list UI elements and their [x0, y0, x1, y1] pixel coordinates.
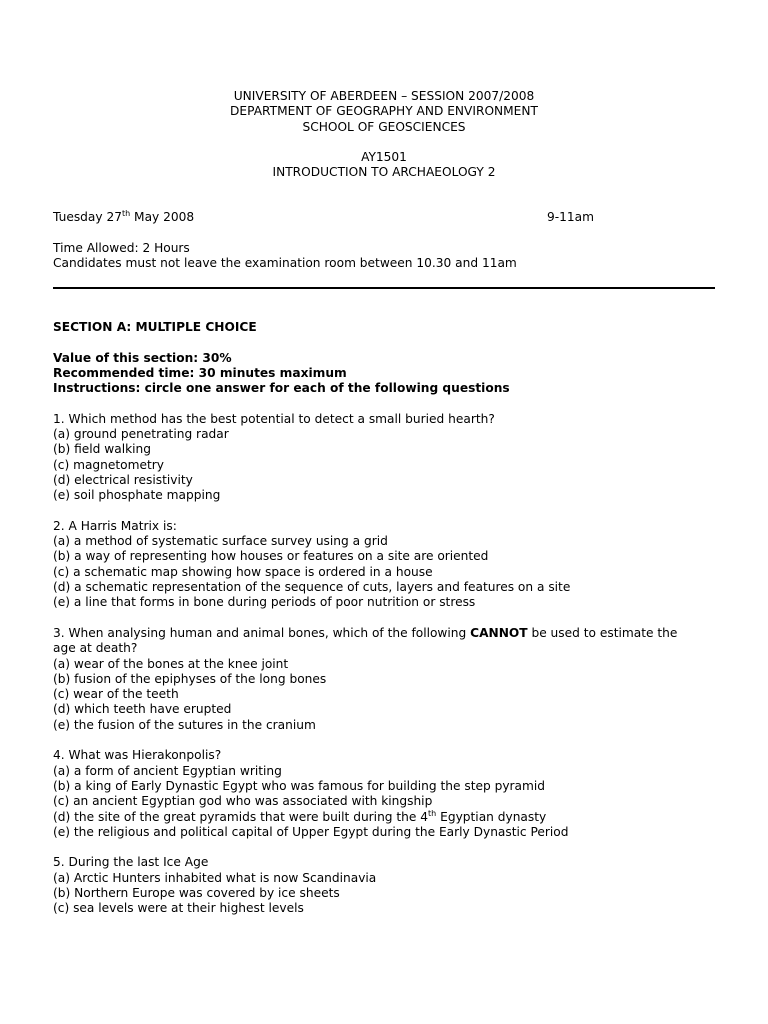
- answer-option[interactable]: (a) a form of ancient Egyptian writing: [53, 763, 282, 778]
- school-line: SCHOOL OF GEOSCIENCES: [302, 119, 466, 134]
- emphasis-cannot: CANNOT: [470, 625, 528, 640]
- answer-option[interactable]: (a) Arctic Hunters inhabited what is now Scandinavia: [53, 870, 377, 885]
- answer-option[interactable]: (b) Northern Europe was covered by ice sheets: [53, 885, 340, 900]
- section-recommended-time: Recommended time: 30 minutes maximum: [53, 365, 347, 380]
- question-5: [53, 855, 733, 916]
- answer-option[interactable]: (b) field walking: [53, 442, 152, 457]
- answer-option[interactable]: (c) a schematic map showing how space is ordered in a house: [53, 564, 433, 579]
- exam-header: [0, 89, 768, 181]
- answer-option[interactable]: (a) ground penetrating radar: [53, 427, 229, 442]
- answer-option[interactable]: (c) sea levels were at their highest levels: [53, 901, 304, 916]
- answer-option[interactable]: (d) the site of the great pyramids that were built during the 4th Egyptian dynasty: [53, 808, 547, 824]
- answer-option[interactable]: (c) an ancient Egyptian god who was associated with kingship: [53, 794, 433, 809]
- exam-date: Tuesday 27th May 2008: [53, 209, 195, 224]
- divider-line: [53, 287, 715, 289]
- question-2: [53, 519, 733, 611]
- answer-option[interactable]: (d) a schematic representation of the sequence of cuts, layers and features on a site: [53, 580, 571, 595]
- answer-option[interactable]: (e) the fusion of the sutures in the cranium: [53, 717, 316, 732]
- course-title: INTRODUCTION TO ARCHAEOLOGY 2: [272, 165, 496, 180]
- answer-option[interactable]: (d) electrical resistivity: [53, 472, 193, 487]
- answer-option[interactable]: (a) wear of the bones at the knee joint: [53, 656, 289, 671]
- question-stem: 2. A Harris Matrix is:: [53, 518, 177, 533]
- answer-option[interactable]: (d) which teeth have erupted: [53, 702, 232, 717]
- question-1: [53, 412, 733, 504]
- answer-option[interactable]: (e) soil phosphate mapping: [53, 488, 221, 503]
- section-a: [53, 320, 733, 932]
- section-instructions: Instructions: circle one answer for each of the following questions: [53, 381, 510, 396]
- answer-option[interactable]: (e) the religious and political capital of Upper Egypt during the Early Dynastic Period: [53, 824, 569, 839]
- exam-rules: [53, 241, 733, 272]
- exam-time: 9-11am: [547, 210, 595, 224]
- answer-option[interactable]: (b) a king of Early Dynastic Egypt who was famous for building the step pyramid: [53, 778, 546, 793]
- question-stem-continued: age at death?: [53, 641, 138, 656]
- university-line: UNIVERSITY OF ABERDEEN – SESSION 2007/2008: [233, 89, 535, 103]
- course-code: AY1501: [361, 150, 407, 165]
- exam-date-time: [53, 210, 613, 226]
- answer-option[interactable]: (e) a line that forms in bone during periods of poor nutrition or stress: [53, 595, 476, 610]
- answer-option[interactable]: (a) a method of systematic surface survey using a grid: [53, 534, 388, 549]
- answer-option[interactable]: (c) wear of the teeth: [53, 687, 179, 702]
- section-value: Value of this section: 30%: [53, 350, 232, 365]
- question-stem: 3. When analysing human and animal bones, which of the following CANNOT be used to estimate the: [53, 625, 678, 640]
- department-line: DEPARTMENT OF GEOGRAPHY AND ENVIRONMENT: [230, 104, 538, 119]
- time-allowed: Time Allowed: 2 Hours: [53, 241, 190, 255]
- question-stem: 1. Which method has the best potential to detect a small buried hearth?: [53, 411, 495, 426]
- question-stem: 4. What was Hierakonpolis?: [53, 748, 222, 763]
- question-4: [53, 748, 733, 840]
- candidates-note: Candidates must not leave the examination room between 10.30 and 11am: [53, 256, 517, 271]
- section-title: SECTION A: MULTIPLE CHOICE: [53, 320, 257, 334]
- answer-option[interactable]: (b) a way of representing how houses or features on a site are oriented: [53, 549, 489, 564]
- answer-option[interactable]: (b) fusion of the epiphyses of the long bones: [53, 671, 327, 686]
- question-3: [53, 626, 733, 733]
- question-stem: 5. During the last Ice Age: [53, 855, 209, 870]
- answer-option[interactable]: (c) magnetometry: [53, 457, 164, 472]
